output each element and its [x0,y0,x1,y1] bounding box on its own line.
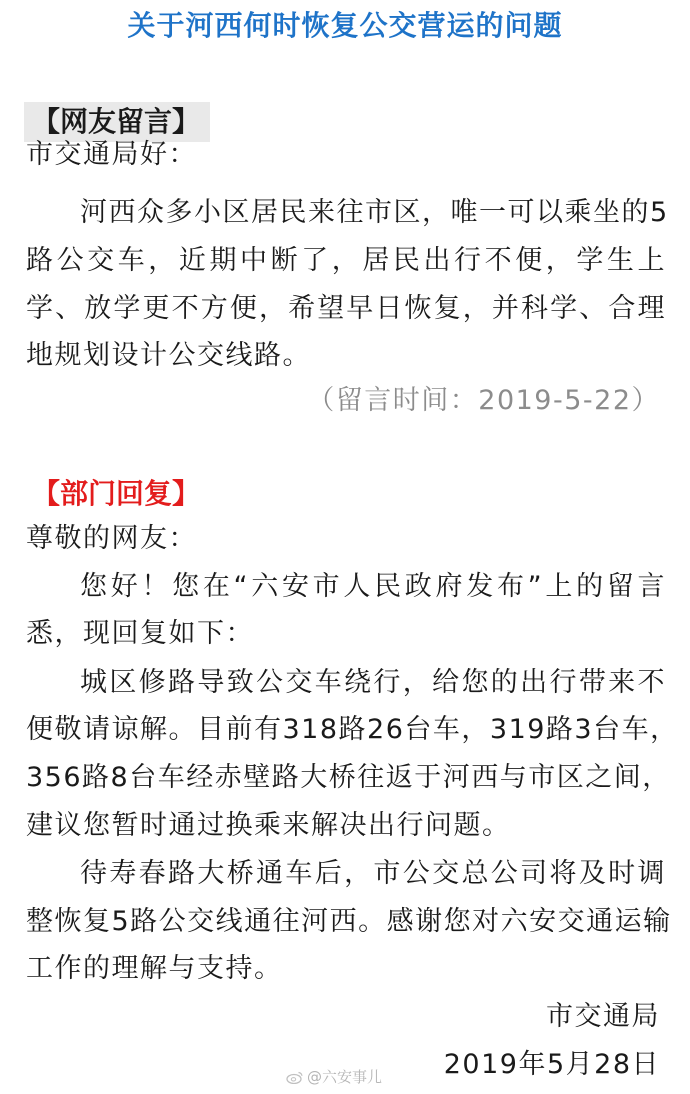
reply-line: 城区修路导致公交车绕行，给您的出行带来不 [80,667,666,698]
reply-line: 建议您暂时通过换乘来解决出行问题。 [26,810,511,841]
netizen-line: 地规划设计公交线路。 [26,340,311,371]
watermark [286,1066,382,1088]
reply-line: 便敬请谅解。目前有318路26台车，319路3台车， [26,714,679,745]
message-time: （留言时间：2019-5-22） [307,385,660,416]
reply-line: 356路8台车经赤壁路大桥往返于河西与市区之间， [26,762,671,793]
reply-line: 您好！您在“六安市人民政府发布”上的留言 [80,571,666,602]
netizen-line: 学、放学更不方便，希望早日恢复，并科学、合理 [26,293,666,324]
netizen-line: 河西众多小区居民来往市区，唯一可以乘坐的5 [80,197,669,228]
netizen-line: 路公交车，近期中断了，居民出行不便，学生上 [26,245,666,276]
reply-greeting: 尊敬的网友： [26,523,197,554]
reply-line: 待寿春路大桥通车后，市公交总公司将及时调 [80,858,666,889]
netizen-heading: 【网友留言】 [24,102,210,142]
reply-line: 悉，现回复如下： [26,618,254,649]
weibo-icon [286,1070,304,1084]
reply-heading: 【部门回复】 [32,477,201,510]
reply-line: 工作的理解与支持。 [26,953,283,984]
page-title: 关于河西何时恢复公交营运的问题 [127,9,563,42]
signature: 市交通局 [546,1001,660,1032]
reply-line: 整恢复5路公交线通往河西。感谢您对六安交通运输 [26,906,672,937]
watermark-text: @六安事儿 [307,1068,383,1086]
netizen-greeting: 市交通局好： [26,139,197,170]
reply-date: 2019年5月28日 [443,1049,660,1080]
